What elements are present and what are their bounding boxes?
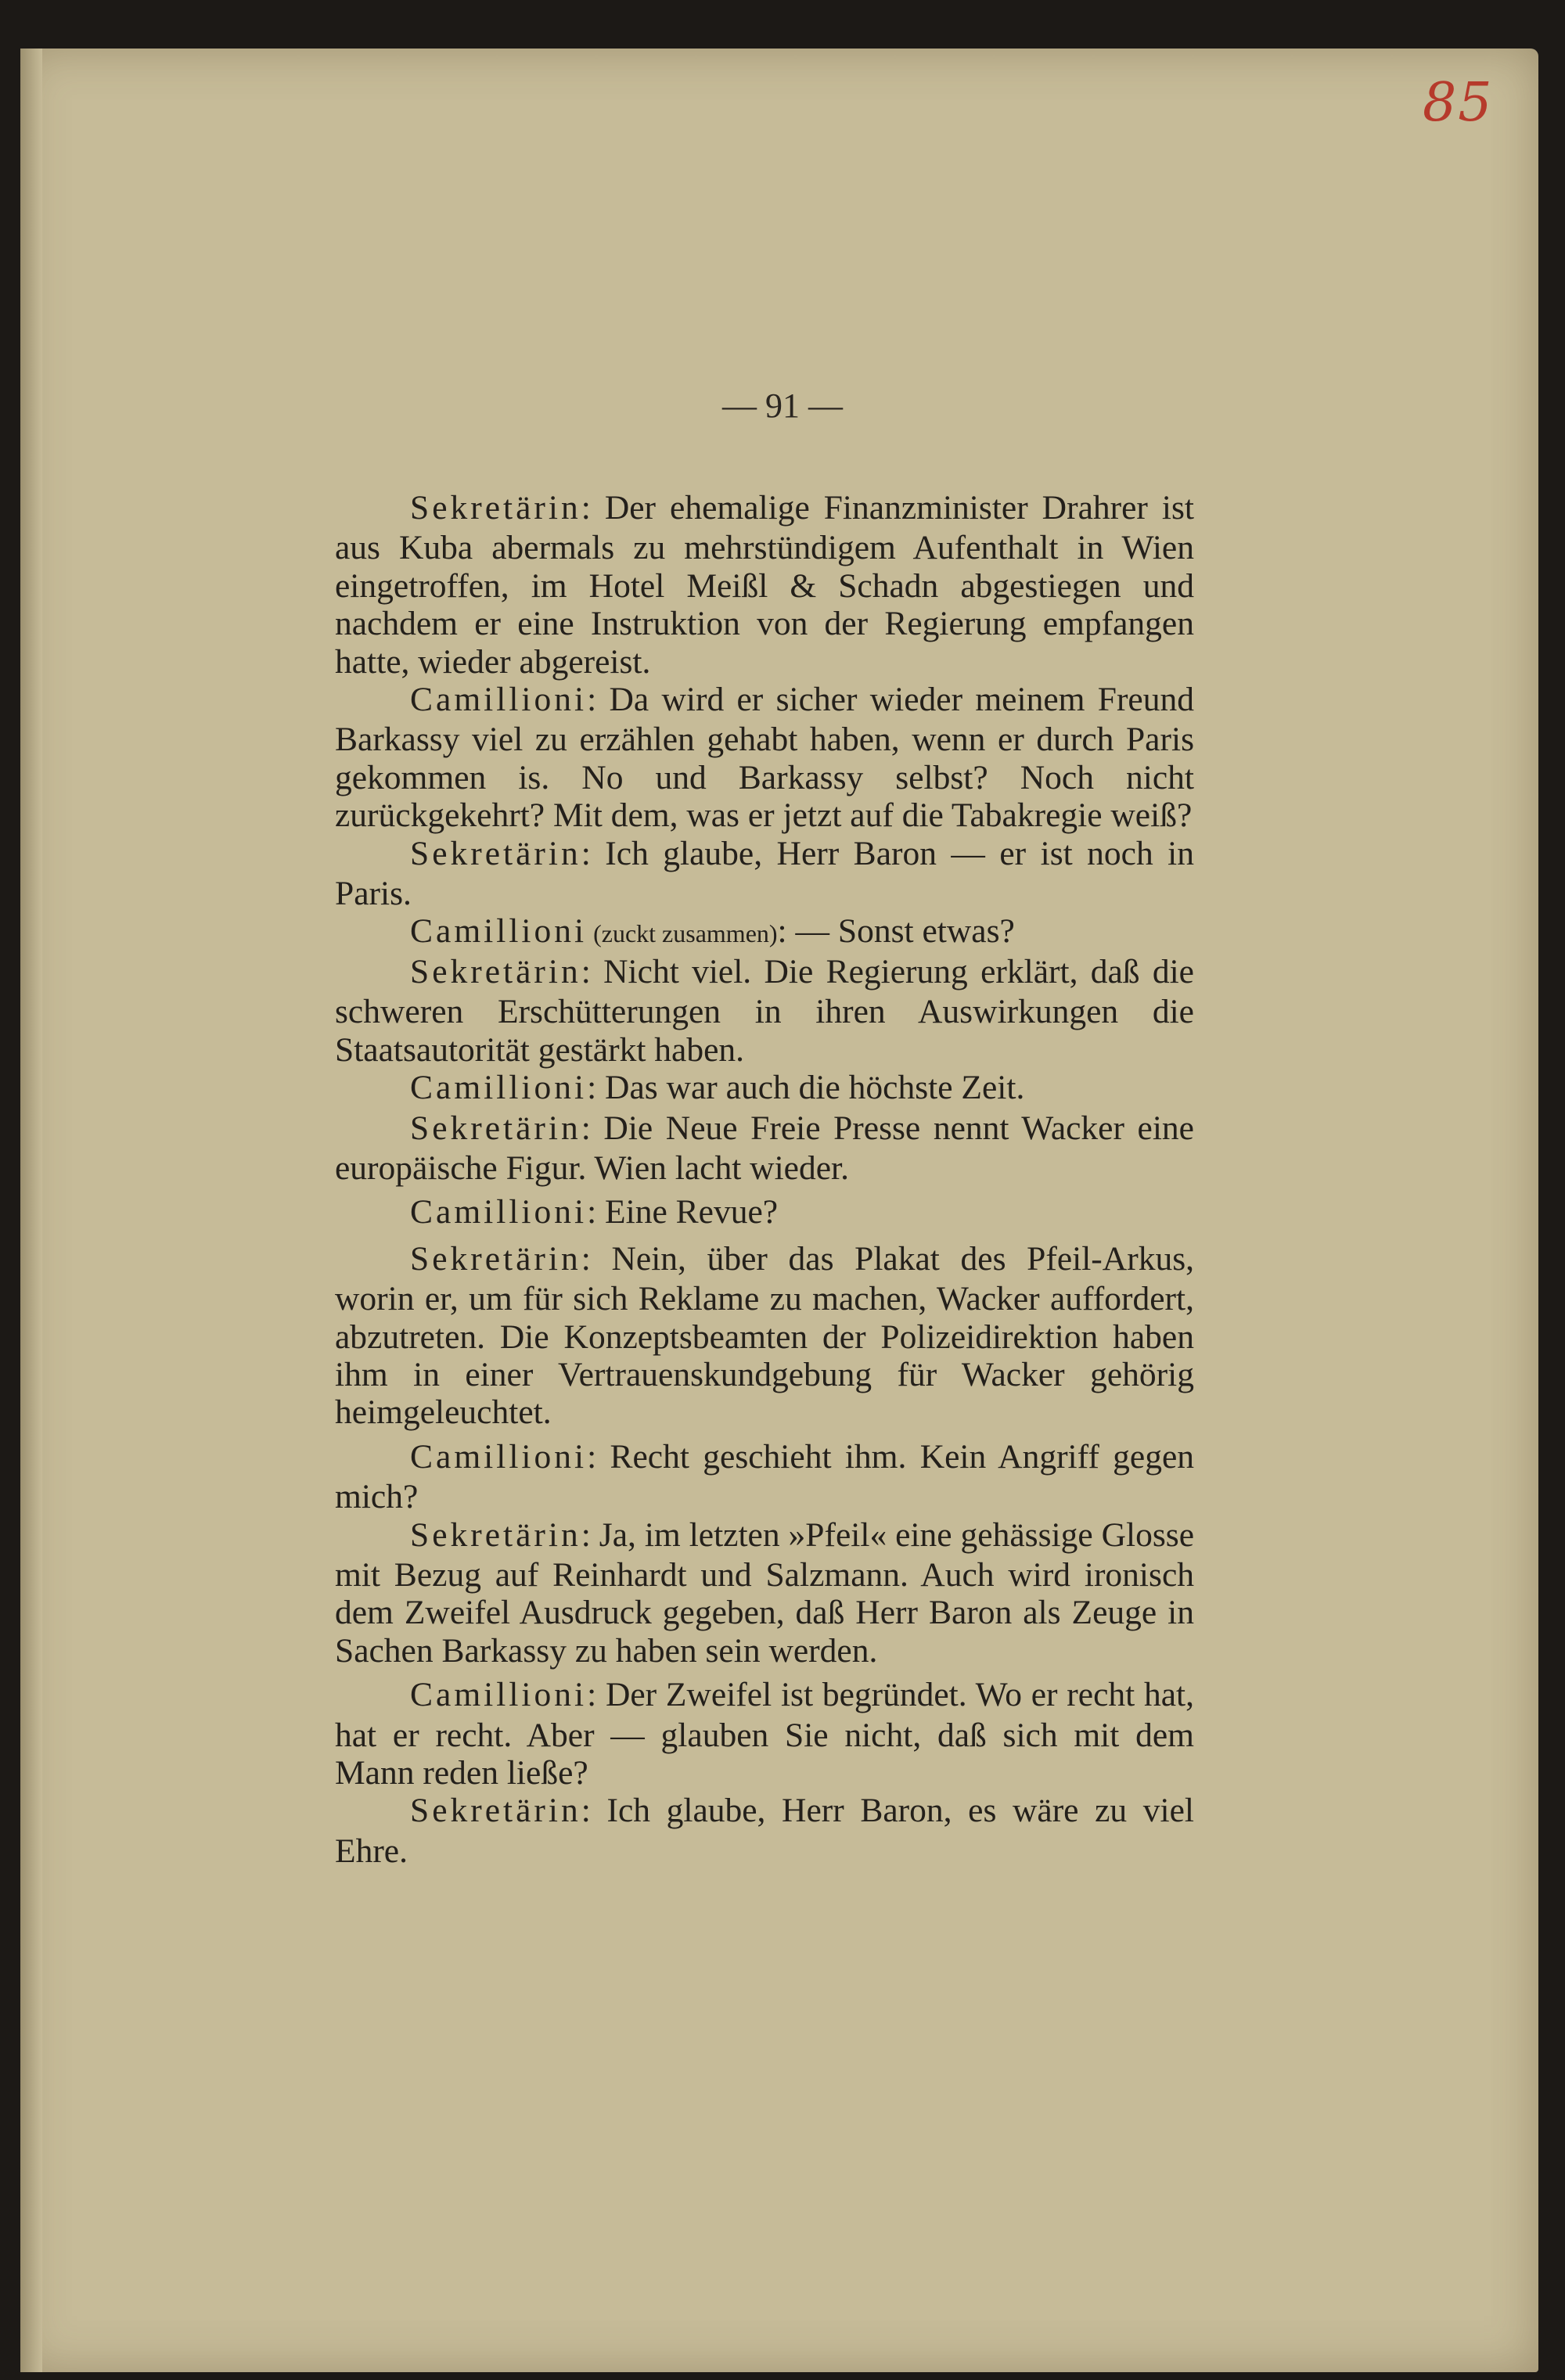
- dialogue-line: : Ja, im letzten »Pfeil« eine gehässige Glosse mit Bezug auf Reinhardt und Salzmann. Auch wird ironisch dem Zweifel Ausdruck gegeben, daß Herr Baron als Zeuge in Sachen Barkassy zu haben sein werden.: [335, 1515, 1194, 1670]
- speaker-name: Sekretärin: [410, 1109, 581, 1147]
- speaker-name: Sekretärin: [410, 489, 581, 527]
- dialogue-line: : Ich glaube, Herr Baron — er ist noch in Paris.: [335, 834, 1194, 913]
- speaker-name: Camillioni: [410, 1069, 588, 1107]
- dialogue-line: : Der Zweifel ist begründet. Wo er recht hat, hat er recht. Aber — glauben Sie nicht, daß sich mit dem Mann reden ließe?: [335, 1676, 1194, 1792]
- dialogue-line: : Das war auch die höchste Zeit.: [587, 1069, 1025, 1107]
- dialogue-paragraph: [335, 912, 1194, 952]
- dialogue-line: : Nein, über das Plakat des Pfeil-Arkus, worin er, um für sich Reklame zu machen, Wacker auffordert, abzutreten. Die Konzeptsbeamten der Polizeidirektion haben ihm in einer Vertrauenskundgebung für Wacker gehörig heimgeleuchtet.: [335, 1239, 1194, 1432]
- dialogue-line: : Ich glaube, Herr Baron, es wäre zu viel Ehre.: [335, 1792, 1194, 1870]
- printed-page-number: — 91 —: [722, 386, 843, 425]
- speaker-name: Camillioni: [410, 1193, 588, 1231]
- dialogue-text-block: [335, 489, 1194, 1870]
- speaker-name: Sekretärin: [410, 1515, 581, 1554]
- dialogue-paragraph: [335, 1792, 1194, 1870]
- speaker-name: Sekretärin: [410, 1792, 581, 1830]
- dialogue-paragraph: [335, 1516, 1194, 1670]
- speaker-name: Camillioni: [410, 1437, 588, 1476]
- dialogue-paragraph: [335, 1069, 1194, 1109]
- speaker-name: Camillioni: [410, 681, 588, 719]
- dialogue-paragraph: [335, 1676, 1194, 1792]
- dialogue-line: : — Sonst etwas?: [777, 912, 1015, 951]
- dialogue-paragraph: [335, 835, 1194, 913]
- dialogue-line: : Da wird er sicher wieder meinem Freund Barkassy viel zu erzählen gehabt haben, wenn er durch Paris gekommen is. No und Barkassy selbst? Noch nicht zurückgekehrt? Mit dem, was er jetzt auf die Tabakregie weiß?: [335, 681, 1194, 835]
- dialogue-paragraph: [335, 1193, 1194, 1233]
- speaker-name: Sekretärin: [410, 952, 581, 990]
- speaker-name: Camillioni: [410, 912, 588, 951]
- dialogue-line: : Nicht viel. Die Regierung erklärt, daß die schweren Erschütterungen in ihren Auswirkungen die Staatsautorität gestärkt haben.: [335, 952, 1194, 1069]
- dialogue-line: : Recht geschieht ihm. Kein Angriff gegen mich?: [335, 1437, 1194, 1516]
- dialogue-paragraph: [335, 681, 1194, 835]
- handwritten-folio-number: 85: [1423, 72, 1494, 134]
- dialogue-paragraph: [335, 1109, 1194, 1188]
- dialogue-line: : Die Neue Freie Presse nennt Wacker eine europäische Figur. Wien lacht wieder.: [335, 1109, 1194, 1187]
- dialogue-paragraph: [335, 489, 1194, 681]
- dialogue-paragraph: [335, 1240, 1194, 1432]
- stage-direction: (zuckt zusammen): [587, 919, 778, 948]
- dialogue-line: : Der ehemalige Finanzminister Drahrer ist aus Kuba abermals zu mehrstündigem Aufenthalt in Wien eingetroffen, im Hotel Meißl & Schadn abgestiegen und nachdem er eine Instruktion von der Regierung empfangen hatte, wieder abgereist.: [335, 489, 1194, 681]
- dialogue-paragraph: [335, 953, 1194, 1069]
- speaker-name: Sekretärin: [410, 1239, 581, 1278]
- speaker-name: Sekretärin: [410, 834, 581, 872]
- dialogue-line: : Eine Revue?: [587, 1193, 779, 1231]
- speaker-name: Camillioni: [410, 1676, 588, 1714]
- dialogue-paragraph: [335, 1438, 1194, 1516]
